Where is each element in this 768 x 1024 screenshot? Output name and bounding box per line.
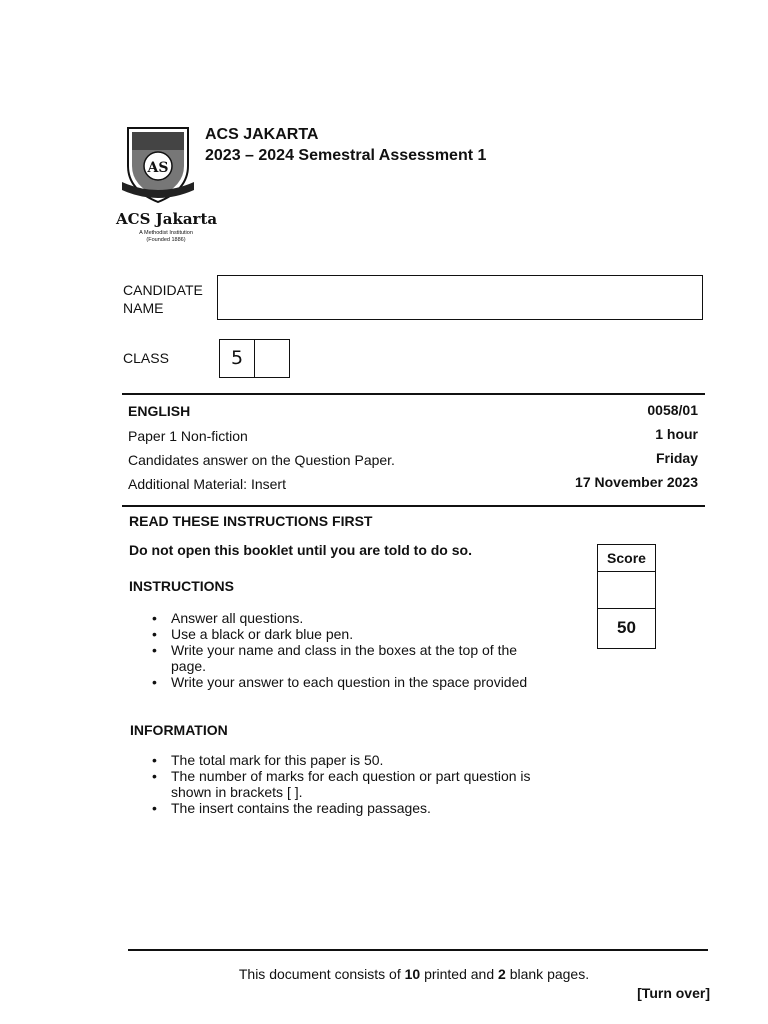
score-entry-field[interactable] (598, 572, 655, 609)
school-name: ACS JAKARTA (205, 126, 319, 143)
exam-day: Friday (655, 450, 698, 466)
school-crest-logo (122, 124, 194, 208)
instructions-list (149, 610, 539, 690)
logo-caption-line1: A Methodist Institution (139, 230, 193, 236)
svg-text:AS: AS (147, 160, 169, 176)
list-item: • Write your name and class in the boxes at the top of the page. (149, 642, 539, 674)
exam-date: 17 November 2023 (575, 474, 698, 490)
list-item: • Use a black or dark blue pen. (149, 626, 539, 642)
divider-bottom (122, 505, 705, 507)
information-list (149, 752, 549, 816)
divider-top (122, 393, 705, 395)
paper-name: Paper 1 Non-fiction (128, 428, 248, 444)
page-count-note (0, 966, 768, 982)
list-item: • The total mark for this paper is 50. (149, 752, 549, 768)
footer-divider (128, 949, 708, 951)
list-item: • The number of marks for each question or part question is shown in brackets [ ]. (149, 768, 549, 800)
score-label: Score (598, 545, 655, 572)
score-total: 50 (617, 618, 636, 637)
instructions-heading: INSTRUCTIONS (129, 578, 234, 594)
turn-over-note: [Turn over] (637, 985, 710, 1001)
assessment-title: 2023 – 2024 Semestral Assessment 1 (205, 147, 487, 164)
blank-count: 2 (498, 966, 506, 982)
list-item: • Answer all questions. (149, 610, 539, 626)
logo-caption-line2: (Founded 1886) (146, 237, 186, 243)
pages-mid: printed and (420, 966, 499, 982)
logo-caption (117, 230, 215, 244)
answer-note: Candidates answer on the Question Paper. (128, 452, 395, 468)
subject-label: ENGLISH (128, 403, 191, 419)
list-item: • Write your answer to each question in the space provided (149, 674, 539, 690)
paper-duration: 1 hour (655, 426, 698, 442)
class-field[interactable] (255, 339, 290, 378)
school-script-name: ACS Jakarta (116, 210, 218, 228)
information-heading: INFORMATION (130, 722, 228, 738)
class-prefix-box: 5 (219, 339, 255, 378)
do-not-open-note: Do not open this booklet until you are told to do so. (129, 542, 472, 558)
list-item: • The insert contains the reading passages. (149, 800, 549, 816)
pages-suffix: blank pages. (505, 966, 590, 982)
printed-count: 10 (404, 966, 421, 982)
candidate-name-field[interactable] (217, 275, 703, 320)
score-box (597, 544, 656, 649)
paper-code: 0058/01 (647, 402, 698, 418)
class-label: CLASS (123, 350, 169, 366)
additional-material: Additional Material: Insert (128, 476, 286, 492)
read-first-heading: READ THESE INSTRUCTIONS FIRST (129, 513, 373, 529)
pages-prefix: This document consists of (238, 966, 405, 982)
candidate-name-label: CANDIDATE NAME (123, 282, 203, 316)
